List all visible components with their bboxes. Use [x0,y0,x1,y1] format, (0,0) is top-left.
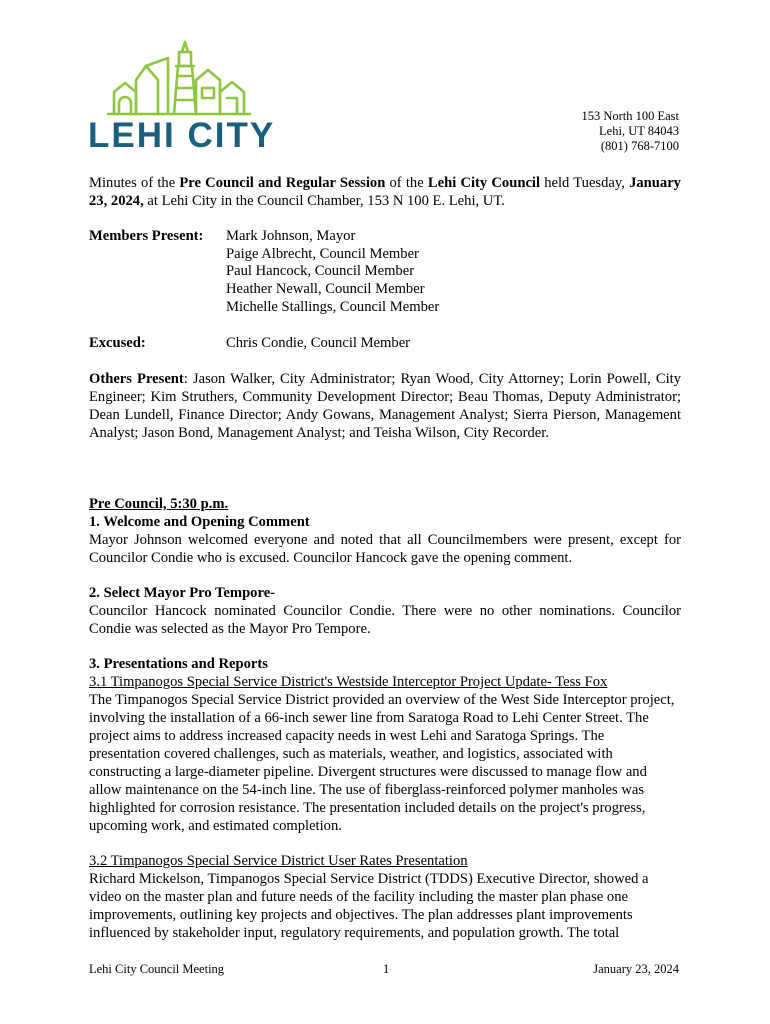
others-present-text: : Jason Walker, City Administrator; Ryan Wood, City Attorney; Lorin Powell, City Engineer; Kim Struthers, Community Development Director; Beau Thomas, Deputy Administrator; Dean Lundell, Finance Director; Andy Gowans, Management Analyst; Sierra Pierson, Management Analyst; Jason Bond, Management Analyst; and Teisha Wilson, City Recorder. [89,371,681,441]
page-number: 1 [383,962,390,976]
body-name: Lehi City Council [427,175,541,191]
logo-wordmark: LEHI CITY [88,116,276,155]
meeting-date: January 23, 2024, [89,175,681,209]
city-skyline-icon [88,36,288,118]
member-name: Paul Hancock, Council Member [226,263,415,280]
address-city: Lehi, UT 84043 [599,124,679,138]
city-address [581,109,679,154]
excused-name: Chris Condie, Council Member [226,335,411,351]
item32-text: Richard Mickelson, Timpanogos Special Service District (TDDS) Executive Director, showed a video on the master plan and future needs of the facility including the master plan phase one improvements, outlining key projects and objectives. The plan addresses plant improvements influenced by stakeholder input, regulatory requirements, and population growth. The total [89,871,649,941]
members-present-label: Members Present: [89,228,204,244]
intro-text: at Lehi City in the Council Chamber, 153 N 100 E. Lehi, UT. [143,193,505,209]
address-street: 153 North 100 East [581,109,679,123]
item32-heading: 3.2 Timpanogos Special Service District User Rates Presentation [89,853,468,869]
intro-text: of the [385,175,428,191]
lehi-city-logo [88,36,288,154]
item31-text: The Timpanogos Special Service District provided an overview of the West Side Interceptor project, involving the installation of a 66-inch sewer line from Saratoga Road to Lehi Center Street. The project aims to address increased capacity needs in west Lehi and Saratoga Springs. The presentation covered challenges, such as materials, weather, and logistics, associated with constructing a large-diameter pipeline. Divergent structures were discussed to manage flow and allow maintenance on the 54-inch line. The use of fiberglass-reinforced polymer manholes was highlighted for corrosion resistance. The presentation included details on the project's progress, upcoming work, and estimated completion. [89,692,675,834]
member-name: Heather Newall, Council Member [226,281,425,298]
item2-heading: 2. Select Mayor Pro Tempore- [89,585,276,601]
intro-text: Minutes of the [89,175,180,191]
footer-date: January 23, 2024 [593,962,679,976]
footer-title: Lehi City Council Meeting [89,962,225,976]
session-type: Pre Council and Regular Session [179,175,386,191]
others-present-label: Others Present [89,371,184,387]
address-phone: (801) 768-7100 [600,139,679,153]
item3-heading: 3. Presentations and Reports [89,656,268,672]
item31-heading: 3.1 Timpanogos Special Service District's Westside Interceptor Project Update- Tess Fox [89,674,608,690]
excused-label: Excused: [89,335,146,351]
others-present-paragraph [89,370,681,442]
member-name: Mark Johnson, Mayor [226,228,356,244]
intro-text: held Tuesday, [540,175,630,191]
item1-heading: 1. Welcome and Opening Comment [89,514,310,530]
member-name: Paige Albrecht, Council Member [226,245,419,262]
members-present-list [226,228,439,317]
item2-text: Councilor Hancock nominated Councilor Condie. There were no other nominations. Councilor Condie was selected as the Mayor Pro Tempore. [89,603,681,637]
member-name: Michelle Stallings, Council Member [226,298,440,315]
pre-council-heading: Pre Council, 5:30 p.m. [89,496,229,512]
intro-paragraph [89,174,681,210]
item1-text: Mayor Johnson welcomed everyone and noted that all Councilmembers were present, except for Councilor Condie who is excused. Councilor Hancock gave the opening comment. [89,532,681,566]
